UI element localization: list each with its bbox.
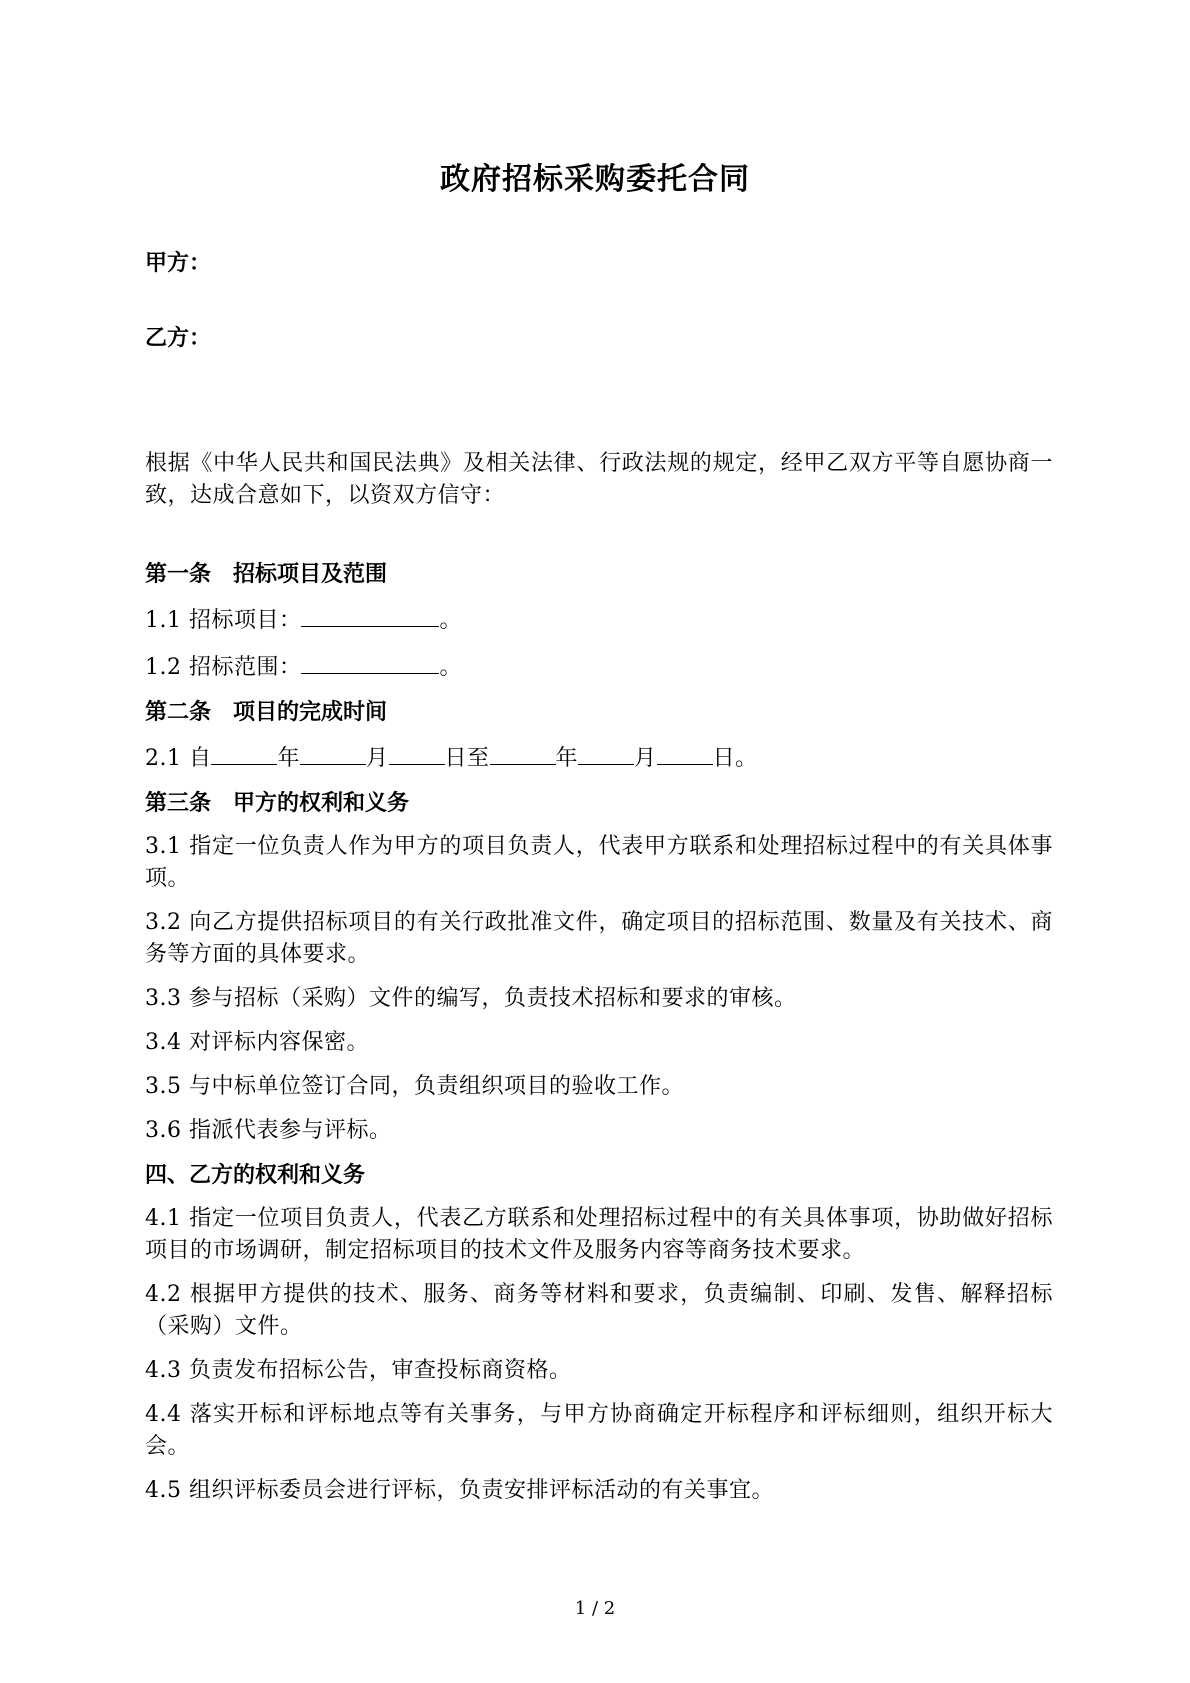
item-2-1-from: 2.1 自 (145, 746, 212, 771)
item-2-1-year: 年 (277, 746, 300, 771)
blank-end-month[interactable] (578, 740, 634, 765)
page-number: 1 / 2 (574, 1598, 616, 1619)
intro-paragraph: 根据《中华人民共和国民法典》及相关法律、行政法规的规定，经甲乙双方平等自愿协商一致，达成合意如下，以资双方信守： (145, 451, 1053, 508)
item-1-2 (145, 649, 1053, 684)
blank-end-year[interactable] (490, 740, 556, 765)
item-3-2: 3.2 向乙方提供招标项目的有关行政批准文件，确定项目的招标范围、数量及有关技术、商务等方面的具体要求。 (145, 910, 1053, 967)
item-4-4: 4.4 落实开标和评标地点等有关事务，与甲方协商确定开标程序和评标细则，组织开标大会。 (145, 1402, 1053, 1459)
item-3-3: 3.3 参与招标（采购）文件的编写，负责技术招标和要求的审核。 (145, 986, 797, 1011)
item-2-1-month-2: 月 (634, 746, 657, 771)
blank-start-year[interactable] (211, 740, 277, 765)
section-3-heading: 第三条 甲方的权利和义务 (145, 790, 410, 816)
item-1-1-end: 。 (439, 608, 462, 633)
item-1-1 (145, 602, 1053, 637)
item-4-1: 4.1 指定一位项目负责人，代表乙方联系和处理招标过程中的有关具体事项，协助做好招标项目的市场调研，制定招标项目的技术文件及服务内容等商务技术要求。 (145, 1206, 1053, 1263)
item-1-2-end: 。 (439, 655, 462, 680)
item-2-1 (145, 740, 1053, 775)
document-title: 政府招标采购委托合同 (440, 162, 750, 197)
item-4-3: 4.3 负责发布招标公告，审查投标商资格。 (145, 1358, 572, 1383)
item-4-2: 4.2 根据甲方提供的技术、服务、商务等材料和要求，负责编制、印刷、发售、解释招标（采购）文件。 (145, 1282, 1053, 1339)
item-1-1-label: 1.1 招标项目： (145, 608, 302, 633)
item-3-1: 3.1 指定一位负责人作为甲方的项目负责人，代表甲方联系和处理招标过程中的有关具体事项。 (145, 834, 1053, 891)
blank-field-project[interactable] (301, 602, 439, 627)
item-3-4: 3.4 对评标内容保密。 (145, 1030, 369, 1055)
item-2-1-to: 日至 (444, 746, 490, 771)
item-4-5: 4.5 组织评标委员会进行评标，负责安排评标活动的有关事宜。 (145, 1478, 774, 1503)
section-4-heading: 四、乙方的权利和义务 (145, 1162, 366, 1188)
party-b-label: 乙方： (145, 325, 212, 351)
blank-field-scope[interactable] (301, 649, 439, 674)
section-1-heading: 第一条 招标项目及范围 (145, 561, 388, 587)
contract-body (145, 448, 1053, 1507)
section-2-heading: 第二条 项目的完成时间 (145, 699, 388, 725)
item-2-1-month: 月 (366, 746, 389, 771)
item-1-2-label: 1.2 招标范围： (145, 655, 302, 680)
item-2-1-day-end: 日。 (712, 746, 758, 771)
party-a-label: 甲方： (145, 250, 212, 276)
item-2-1-year-2: 年 (555, 746, 579, 771)
item-3-6: 3.6 指派代表参与评标。 (145, 1118, 392, 1143)
blank-start-day[interactable] (389, 740, 445, 765)
blank-start-month[interactable] (300, 740, 366, 765)
item-3-5: 3.5 与中标单位签订合同，负责组织项目的验收工作。 (145, 1074, 684, 1099)
blank-end-day[interactable] (657, 740, 713, 765)
